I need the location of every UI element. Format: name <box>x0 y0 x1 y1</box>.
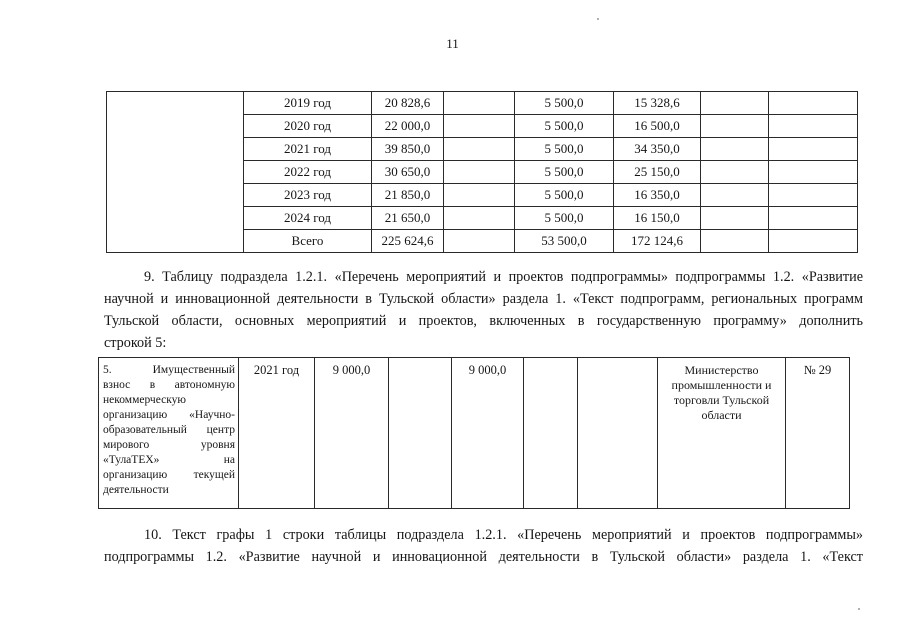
description-word: Имущественный <box>152 364 235 376</box>
description-word: взнос <box>103 379 131 391</box>
measure-total: 9 000,0 <box>315 358 389 509</box>
merged-label-cell <box>107 92 244 253</box>
table-cell-c4: 34 350,0 <box>614 138 701 161</box>
paragraph-9 <box>104 266 863 354</box>
description-line <box>103 483 235 498</box>
table-row <box>107 92 858 115</box>
page-number: 11 <box>446 36 459 51</box>
description-line <box>103 393 235 408</box>
table-cell-year: Всего <box>244 230 372 253</box>
table-cell-c1: 21 650,0 <box>372 207 444 230</box>
table-cell-c5 <box>701 92 769 115</box>
description-line <box>103 378 235 393</box>
table-cell-c4: 25 150,0 <box>614 161 701 184</box>
scan-speck <box>597 18 599 20</box>
table-cell-c5 <box>701 230 769 253</box>
table-cell-c2 <box>444 207 515 230</box>
table-cell-c5 <box>701 207 769 230</box>
table-cell-c3: 5 500,0 <box>515 207 614 230</box>
measure-year: 2021 год <box>239 358 315 509</box>
table-cell-c3: 5 500,0 <box>515 92 614 115</box>
table-cell-c2 <box>444 115 515 138</box>
measure-responsible: Министерство промышленности и торговли Тульской области <box>658 358 786 509</box>
description-word: уровня <box>200 439 235 451</box>
table-cell-c1: 30 650,0 <box>372 161 444 184</box>
table-cell-c6 <box>769 92 858 115</box>
description-line <box>103 453 235 468</box>
measure-regional: 9 000,0 <box>452 358 524 509</box>
table-cell-c5 <box>701 161 769 184</box>
table-cell-year: 2023 год <box>244 184 372 207</box>
table-cell-c3: 5 500,0 <box>515 184 614 207</box>
description-line <box>103 363 235 378</box>
description-word: центр <box>206 424 235 436</box>
description-word: текущей <box>193 469 235 481</box>
paragraph-line: научной и инновационной деятельности в Тульской области» раздела 1. «Текст подпрограмм, региональных программ <box>104 291 863 307</box>
description-line <box>103 423 235 438</box>
table-cell-c4: 16 500,0 <box>614 115 701 138</box>
table-cell-year: 2020 год <box>244 115 372 138</box>
scan-speck <box>858 608 860 610</box>
table-cell-c6 <box>769 138 858 161</box>
table-cell-c6 <box>769 184 858 207</box>
measure-col6 <box>578 358 658 509</box>
paragraph-line: 9. Таблицу подраздела 1.2.1. «Перечень мероприятий и проектов подпрограммы» подпрограммы 1.2. «Развитие <box>144 269 863 285</box>
table-cell-c5 <box>701 115 769 138</box>
table-cell-c6 <box>769 161 858 184</box>
table-cell-c1: 39 850,0 <box>372 138 444 161</box>
measure-number: № 29 <box>786 358 850 509</box>
table-cell-c2 <box>444 92 515 115</box>
description-word: автономную <box>174 379 235 391</box>
paragraph-line: Тульской области, основных мероприятий и проектов, включенных в государственную программу» дополнить <box>104 313 863 329</box>
description-word: «Научно- <box>189 409 235 421</box>
measure-col5 <box>524 358 578 509</box>
description-line <box>103 468 235 483</box>
description-word: организацию <box>103 409 168 421</box>
description-word: в <box>149 379 156 391</box>
description-word: «ТулаТЕХ» <box>103 454 160 466</box>
table-cell-year: 2022 год <box>244 161 372 184</box>
table-cell-c2 <box>444 230 515 253</box>
table-cell-year: 2024 год <box>244 207 372 230</box>
measure-row-table <box>98 357 850 509</box>
paragraph-line: подпрограммы 1.2. «Развитие научной и инновационной деятельности в Тульской области» раздела 1. «Текст <box>104 549 863 565</box>
description-word: некоммерческую <box>103 394 186 406</box>
table-cell-c3: 5 500,0 <box>515 115 614 138</box>
table-cell-c5 <box>701 184 769 207</box>
table-cell-c4: 16 150,0 <box>614 207 701 230</box>
description-word: 5. <box>103 364 112 376</box>
description-line <box>103 438 235 453</box>
table-cell-c2 <box>444 161 515 184</box>
table-cell-c2 <box>444 184 515 207</box>
table-row <box>99 358 850 509</box>
table-cell-c1: 225 624,6 <box>372 230 444 253</box>
paragraph-line: строкой 5: <box>104 335 167 351</box>
table-cell-year: 2019 год <box>244 92 372 115</box>
table-cell-c6 <box>769 115 858 138</box>
paragraph-line: 10. Текст графы 1 строки таблицы подраздела 1.2.1. «Перечень мероприятий и проектов подпрограммы» <box>144 527 863 543</box>
table-cell-c2 <box>444 138 515 161</box>
table-cell-c4: 172 124,6 <box>614 230 701 253</box>
table-cell-c6 <box>769 230 858 253</box>
measure-description <box>99 358 239 509</box>
table-cell-c3: 5 500,0 <box>515 161 614 184</box>
funding-table <box>106 91 858 253</box>
description-word: деятельности <box>103 484 169 496</box>
table-cell-c5 <box>701 138 769 161</box>
description-word: на <box>223 454 235 466</box>
table-cell-c1: 22 000,0 <box>372 115 444 138</box>
table-cell-c6 <box>769 207 858 230</box>
table-cell-year: 2021 год <box>244 138 372 161</box>
table-cell-c4: 15 328,6 <box>614 92 701 115</box>
table-cell-c3: 5 500,0 <box>515 138 614 161</box>
description-line <box>103 408 235 423</box>
description-word: организацию <box>103 469 168 481</box>
table-cell-c4: 16 350,0 <box>614 184 701 207</box>
measure-col3 <box>389 358 452 509</box>
table-cell-c1: 21 850,0 <box>372 184 444 207</box>
table-cell-c1: 20 828,6 <box>372 92 444 115</box>
description-word: образовательный <box>103 424 187 436</box>
table-cell-c3: 53 500,0 <box>515 230 614 253</box>
paragraph-10 <box>104 524 863 568</box>
description-word: мирового <box>103 439 150 451</box>
